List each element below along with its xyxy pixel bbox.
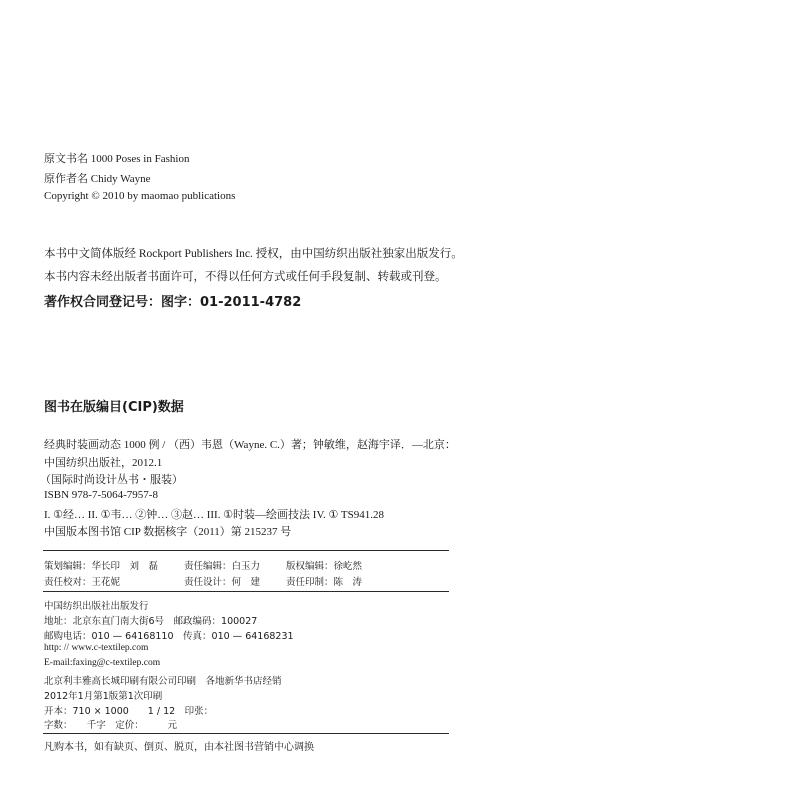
publisher-website: http: // www.c-textilep.com — [44, 643, 149, 653]
publisher-phone: 邮购电话：010 — 64168110 传真：010 — 64168231 — [44, 631, 294, 642]
publisher-address: 地址：北京东直门南大街6号 邮政编码：100027 — [44, 616, 258, 627]
cip-line: （国际时尚设计丛书・服装） — [40, 474, 183, 486]
original-author-line: 原作者名 Chidy Wayne — [44, 173, 151, 185]
designer: 责任设计：何 建 — [184, 577, 261, 588]
printer-line: 北京利丰雅高长城印刷有限公司印刷 各地新华书店经销 — [44, 676, 282, 687]
copyright-editor: 版权编辑：徐屹然 — [286, 561, 363, 572]
printing-supervisor: 责任印制：陈 涛 — [286, 577, 363, 588]
planning-editor: 策划编辑：华长印 刘 磊 — [44, 561, 159, 572]
license-notice: 本书中文简体版经 Rockport Publishers Inc. 授权，由中国纺织出版社独家出版发行。 — [44, 248, 463, 260]
responsible-editor: 责任编辑：白玉力 — [184, 561, 261, 572]
replacement-notice: 凡购本书，如有缺页、倒页、脱页，由本社图书营销中心调换 — [44, 742, 314, 753]
copyright-registration: 著作权合同登记号：图字：01-2011-4782 — [44, 295, 302, 310]
cip-isbn: ISBN 978-7-5064-7957-8 — [44, 489, 158, 501]
format-line: 开本：710 × 1000 1 / 12 印张： — [44, 706, 214, 717]
publisher-line: 中国纺织出版社出版发行 — [44, 601, 149, 612]
cip-heading: 图书在版编目(CIP)数据 — [44, 400, 184, 415]
proofreader: 责任校对：王花妮 — [44, 577, 121, 588]
cip-record-number: 中国版本图书馆 CIP 数据核字（2011）第 215237 号 — [44, 526, 292, 538]
edition-line: 2012年1月第1版第1次印刷 — [44, 691, 163, 702]
cip-line: 中国纺织出版社，2012.1 — [44, 457, 163, 469]
divider — [43, 591, 449, 592]
word-count-price-line: 字数： 千字 定价： 元 — [44, 720, 178, 731]
cip-line: 经典时装画动态 1000 例 / （西）韦恩（Wayne. C.）著；钟敏维，赵海宇译．—北京： — [44, 439, 456, 451]
cip-classification: I. ①经… II. ①韦… ②钟… ③赵… III. ①时装—绘画技法 IV. ① TS941.28 — [44, 509, 385, 521]
publisher-email: E-mail:faxing@c-textilep.com — [44, 658, 161, 668]
divider — [43, 550, 449, 551]
divider — [43, 733, 449, 734]
copyright-line: Copyright © 2010 by maomao publications — [44, 190, 236, 202]
original-title-line: 原文书名 1000 Poses in Fashion — [44, 153, 190, 165]
reproduction-notice: 本书内容未经出版者书面许可，不得以任何方式或任何手段复制、转载或刊登。 — [44, 271, 447, 283]
